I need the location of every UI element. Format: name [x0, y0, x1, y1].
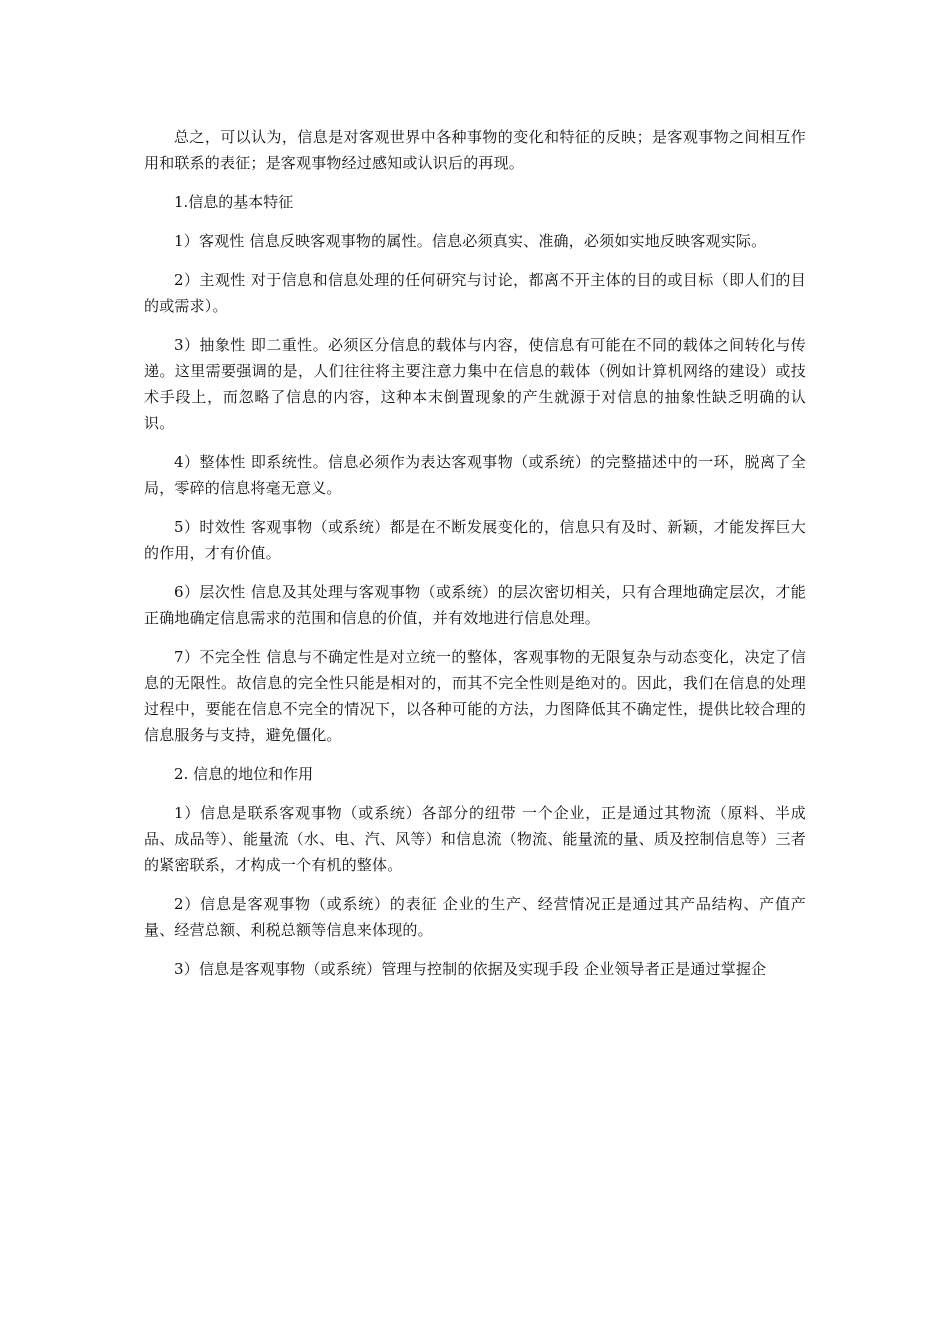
paragraph-incompleteness: 7）不完全性 信息与不确定性是对立统一的整体，客观事物的无限复杂与动态变化，决定了信息的无限性。故信息的完全性只能是相对的，而其不完全性则是绝对的。因此，我们在信息的处理过程中，要能在信息不完全的情况下，以各种可能的方法，力图降低其不确定性，提供比较合理的信息服务与支持，避免僵化。 — [144, 648, 806, 744]
paragraph-timeliness: 5）时效性 客观事物（或系统）都是在不断发展变化的，信息只有及时、新颖，才能发挥巨大的作用，才有价值。 — [144, 518, 806, 562]
paragraph-link-role: 1）信息是联系客观事物（或系统）各部分的纽带 一个企业，正是通过其物流（原料、半成品、成品等）、能量流（水、电、汽、风等）和信息流（物流、能量流的量、质及控制信息等）三者的紧密联系，才构成一个有机的整体。 — [144, 804, 806, 874]
section-heading-basic-features: 1.信息的基本特征 — [174, 193, 294, 211]
paragraph-hierarchy: 6）层次性 信息及其处理与客观事物（或系统）的层次密切相关，只有合理地确定层次，才能正确地确定信息需求的范围和信息的价值，并有效地进行信息处理。 — [144, 583, 806, 627]
section-heading-status-and-role: 2. 信息的地位和作用 — [174, 765, 314, 783]
paragraph-abstraction: 3）抽象性 即二重性。必须区分信息的载体与内容，使信息有可能在不同的载体之间转化与传递。这里需要强调的是，人们往往将主要注意力集中在信息的载体（例如计算机网络的建设）或技术手段上，而忽略了信息的内容，这种本末倒置现象的产生就源于对信息的抽象性缺乏明确的认识。 — [144, 336, 806, 432]
paragraph-subjectivity: 2）主观性 对于信息和信息处理的任何研究与讨论，都离不开主体的目的或目标（即人们的目的或需求）。 — [144, 271, 806, 315]
paragraph-summary: 总之，可以认为，信息是对客观世界中各种事物的变化和特征的反映；是客观事物之间相互作用和联系的表征；是客观事物经过感知或认识后的再现。 — [144, 128, 806, 172]
paragraph-objectivity: 1）客观性 信息反映客观事物的属性。信息必须真实、准确，必须如实地反映客观实际。 — [174, 232, 767, 250]
paragraph-control-role: 3）信息是客观事物（或系统）管理与控制的依据及实现手段 企业领导者正是通过掌握企 — [174, 960, 767, 978]
document-page — [144, 124, 806, 995]
paragraph-wholeness: 4）整体性 即系统性。信息必须作为表达客观事物（或系统）的完整描述中的一环，脱离了全局，零碎的信息将毫无意义。 — [144, 453, 806, 497]
paragraph-representation-role: 2）信息是客观事物（或系统）的表征 企业的生产、经营情况正是通过其产品结构、产值产量、经营总额、利税总额等信息来体现的。 — [144, 895, 806, 939]
